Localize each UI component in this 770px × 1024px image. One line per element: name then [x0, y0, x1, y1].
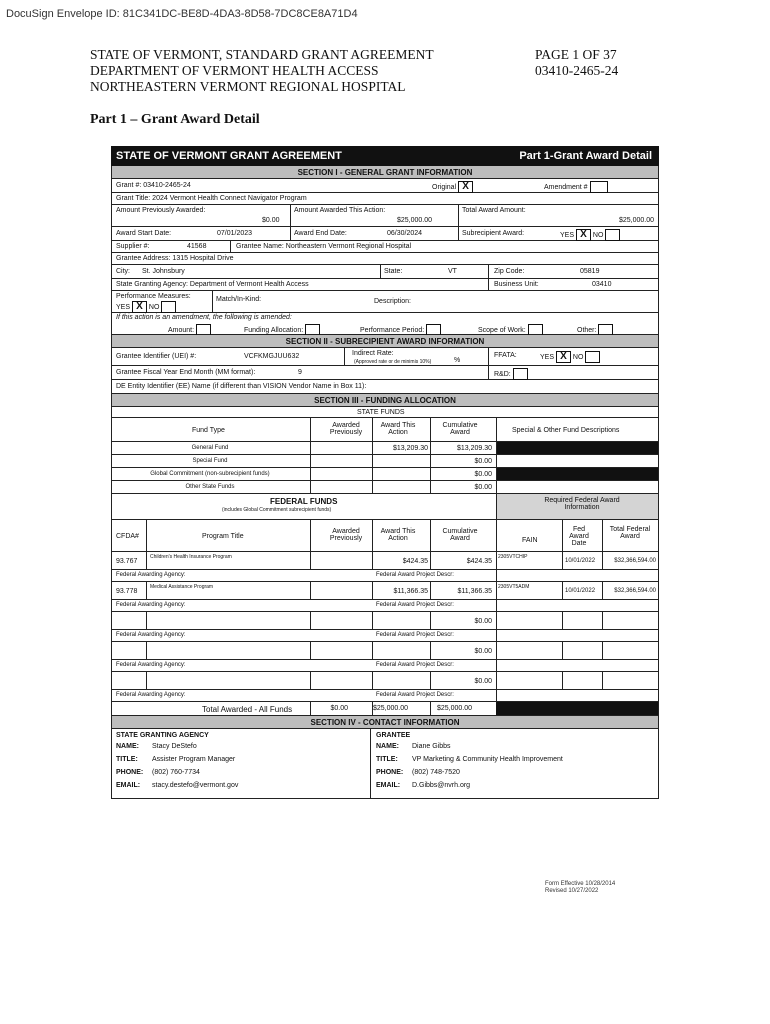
col-cum: Cumulative Award [442, 422, 478, 436]
amt-this-value: $25,000.00 [397, 217, 433, 224]
col-fed-date: Fed Award Date [569, 526, 589, 547]
federal-funds-label: FEDERAL FUNDS [270, 497, 338, 506]
fed-date: 10/01/2022 [565, 558, 596, 564]
fy-value: 9 [298, 369, 302, 376]
contact-value: Diane Gibbs [412, 743, 451, 750]
fund-type: Special Fund [192, 458, 228, 464]
federal-agency-label: Federal Awarding Agency: [116, 662, 186, 668]
fed-col-prev: Awarded Previously [329, 528, 363, 542]
amt-prev-label: Amount Previously Awarded: [116, 207, 206, 214]
col-fain: FAIN [522, 537, 538, 544]
federal-header [111, 494, 659, 520]
amt-this-label: Amount Awarded This Action: [294, 207, 386, 214]
zip-value: 05819 [580, 268, 600, 275]
state-funds-label: STATE FUNDS [357, 409, 405, 416]
dates-row [111, 227, 659, 241]
grant-number-row [111, 179, 659, 193]
entity-row [111, 380, 659, 394]
amendment-box[interactable] [590, 181, 608, 193]
header-line1: STATE OF VERMONT, STANDARD GRANT AGREEMENT [90, 47, 434, 62]
contact-label: PHONE: [116, 769, 144, 776]
contact-value: (802) 748-7520 [412, 769, 460, 776]
col-fund-type: Fund Type [192, 427, 225, 434]
form-subtitle: Part 1-Grant Award Detail [519, 150, 652, 162]
total-label: Total Award Amount: [462, 207, 526, 214]
state-fund-rows [111, 442, 659, 494]
fed-cum: $0.00 [474, 618, 492, 625]
state-label: State: [384, 268, 403, 275]
contact-label: NAME: [376, 743, 399, 750]
fain: 2305VT5ADM [498, 584, 530, 590]
contact-left-title: STATE GRANTING AGENCY [116, 732, 209, 739]
address-row [111, 253, 659, 265]
total-all-row [111, 702, 659, 716]
amendment-label: Amendment # [544, 183, 588, 191]
grant-title-row [111, 193, 659, 205]
zip-label: Zip Code: [494, 268, 525, 275]
amounts-row [111, 205, 659, 227]
ffata-no-checkbox[interactable] [585, 351, 600, 363]
contact-label: EMAIL: [116, 782, 141, 789]
original-checkbox[interactable]: X [458, 181, 473, 193]
start-label: Award Start Date: [116, 230, 172, 237]
rd-checkbox[interactable] [513, 368, 528, 380]
uei-row [111, 348, 659, 366]
indirect-note: (Approved rate or de minimis 10%) [354, 359, 432, 365]
am-amount-label: Amount: [168, 326, 195, 334]
grantee-address: Grantee Address: 1315 Hospital Drive [116, 255, 234, 262]
federal-desc-label: Federal Award Project Descr: [376, 692, 454, 698]
federal-agency-row [111, 630, 659, 642]
grant-no-label: Grant #: [116, 182, 142, 189]
footer-line2: Revised 10/27/2022 [545, 888, 599, 894]
federal-fund-row [111, 552, 659, 570]
ffata-label: FFATA: [494, 352, 517, 359]
grant-form [111, 146, 659, 799]
required-federal-info: Required Federal Award Information [544, 497, 620, 511]
federal-agency-row [111, 690, 659, 702]
contact-block [111, 729, 659, 799]
state-col-headers [111, 418, 659, 442]
contact-value: Assister Program Manager [152, 756, 236, 763]
header-line3: NORTHEASTERN VERMONT REGIONAL HOSPITAL [90, 79, 406, 94]
state-fund-row [111, 481, 659, 494]
perf-label: Performance Measures: [116, 293, 191, 300]
supplier-value: 41568 [187, 243, 207, 250]
state-funds-heading [111, 407, 659, 418]
sub-yes-checkbox[interactable]: X [576, 229, 591, 241]
fed-col-cum: Cumulative Award [442, 528, 478, 542]
entity-line: DE Entity Identifier (EE) Name (if different than VISION Vendor Name in Box 11): [116, 383, 367, 390]
contact-label: PHONE: [376, 769, 404, 776]
part-title: Part 1 – Grant Award Detail [90, 112, 260, 127]
agency-row [111, 279, 659, 291]
fed-total: $32,366,594.00 [614, 588, 656, 594]
city-row [111, 265, 659, 279]
federal-agency-row [111, 600, 659, 612]
cfda: 93.767 [116, 558, 138, 565]
am-other-label: Other: [577, 326, 597, 334]
federal-fund-row [111, 612, 659, 630]
federal-agency-row [111, 570, 659, 582]
contact-value: stacy.destefo@vermont.gov [152, 782, 239, 789]
program-title: Children's Health Insurance Program [150, 554, 232, 560]
col-this: Award This Action [380, 422, 416, 436]
federal-desc-label: Federal Award Project Descr: [376, 632, 454, 638]
cfda: 93.778 [116, 588, 138, 595]
fiscal-row [111, 366, 659, 380]
section-1-header: SECTION I - GENERAL GRANT INFORMATION [111, 166, 659, 179]
federal-desc-label: Federal Award Project Descr: [376, 662, 454, 668]
fund-cum: $0.00 [474, 458, 492, 465]
contact-label: EMAIL: [376, 782, 401, 789]
fed-cum: $11,366.35 [457, 588, 492, 595]
state-fund-row [111, 468, 659, 481]
col-special: Special & Other Fund Descriptions [512, 427, 620, 434]
federal-note: (includes Global Commitment subrecipient funds) [222, 507, 332, 513]
indirect-label: Indirect Rate: [352, 350, 394, 357]
footer-line1: Form Effective 10/28/2014 [545, 881, 616, 887]
contact-value: (802) 760-7734 [152, 769, 200, 776]
total-value: $25,000.00 [618, 217, 654, 224]
fed-cum: $0.00 [474, 648, 492, 655]
program-title: Medical Assistance Program [150, 584, 214, 590]
document-header [90, 47, 434, 95]
grantee-name: Grantee Name: Northeastern Vermont Regional Hospital [236, 243, 412, 250]
federal-fund-rows [111, 552, 659, 702]
contact-label: TITLE: [376, 756, 398, 763]
fed-cum: $424.35 [466, 558, 492, 565]
amendment-line: If this action is an amendment, the following is amended: [116, 314, 292, 321]
total-all-label: Total Awarded - All Funds [202, 705, 293, 714]
city-value: St. Johnsbury [142, 268, 185, 275]
total-all-cum: $25,000.00 [436, 705, 472, 712]
envelope-id: DocuSign Envelope ID: 81C341DC-BE8D-4DA3-8D58-7DC8CE8A71D4 [6, 8, 358, 20]
am-period-label: Performance Period: [360, 326, 425, 334]
perf-no-label: NO [148, 303, 160, 311]
page-number: PAGE 1 OF 37 [535, 47, 617, 62]
amt-prev-value: $0.00 [262, 217, 280, 224]
grant-title: Grant Title: 2024 Vermont Health Connect Navigator Program [116, 195, 307, 202]
header-line2: DEPARTMENT OF VERMONT HEALTH ACCESS [90, 63, 379, 78]
federal-desc-label: Federal Award Project Descr: [376, 602, 454, 608]
no-label: NO [592, 231, 604, 239]
end-value: 06/30/2024 [387, 230, 423, 237]
contact-value: Stacy DeStefo [152, 743, 197, 750]
city-label: City: [116, 268, 130, 275]
sub-label: Subrecipient Award: [462, 230, 525, 237]
match-label: Match/In-Kind: [216, 296, 262, 303]
ffata-yes-checkbox[interactable]: X [556, 351, 571, 363]
bu-value: 03410 [592, 281, 612, 288]
federal-desc-label: Federal Award Project Descr: [376, 572, 454, 578]
supplier-label: Supplier #: [116, 243, 150, 250]
fund-type: General Fund [191, 445, 229, 451]
col-program: Program Title [202, 533, 244, 540]
federal-agency-row [111, 660, 659, 672]
supplier-row [111, 241, 659, 253]
fed-date: 10/01/2022 [565, 588, 596, 594]
ffata-yes-label: YES [540, 353, 555, 361]
state-fund-row [111, 455, 659, 468]
state-fund-row [111, 442, 659, 455]
page-info [535, 47, 618, 79]
col-cfda: CFDA# [116, 533, 139, 540]
fund-cum: $0.00 [474, 484, 492, 491]
am-scope-label: Scope of Work: [478, 326, 526, 334]
ffata-no-label: NO [572, 353, 584, 361]
perf-yes-checkbox[interactable]: X [132, 301, 147, 313]
perf-no-checkbox[interactable] [161, 301, 176, 313]
fed-this: $11,366.35 [393, 588, 428, 595]
fund-type: Other State Funds [185, 484, 235, 490]
section-2-header: SECTION II - SUBRECIPIENT AWARD INFORMATION [111, 335, 659, 348]
yes-label: YES [560, 231, 575, 239]
contact-value: VP Marketing & Community Health Improvement [412, 756, 563, 763]
grant-number: 03410-2465-24 [535, 63, 619, 78]
fund-this: $13,209.30 [392, 445, 428, 452]
original-label: Original [432, 183, 457, 191]
start-value: 07/01/2023 [217, 230, 253, 237]
uei-label: Grantee Identifier (UEI) #: [116, 353, 197, 360]
col-prev: Awarded Previously [329, 422, 363, 436]
state-value: VT [448, 268, 457, 275]
fed-cum: $0.00 [474, 678, 492, 685]
fed-col-this: Award This Action [380, 528, 416, 542]
perf-yes-label: YES [116, 303, 131, 311]
bu-label: Business Unit: [494, 281, 539, 288]
total-all-this: $25,000.00 [372, 705, 408, 712]
form-footer [545, 881, 615, 895]
federal-agency-label: Federal Awarding Agency: [116, 602, 186, 608]
fund-type: Global Commitment (non-subrecipient funds) [150, 471, 270, 477]
fy-label: Grantee Fiscal Year End Month (MM format): [116, 369, 256, 376]
fund-cum: $0.00 [474, 471, 492, 478]
contact-label: TITLE: [116, 756, 138, 763]
federal-agency-label: Federal Awarding Agency: [116, 632, 186, 638]
indirect-value: % [454, 357, 461, 364]
fed-total: $32,366,594.00 [614, 558, 656, 564]
description-label: Description: [374, 298, 411, 305]
form-title: STATE OF VERMONT GRANT AGREEMENT [116, 150, 342, 162]
total-all-prev: $0.00 [330, 705, 348, 712]
federal-fund-row [111, 672, 659, 690]
amendment-row [111, 313, 659, 335]
federal-agency-label: Federal Awarding Agency: [116, 692, 186, 698]
form-title-bar [111, 146, 659, 166]
contact-label: NAME: [116, 743, 139, 750]
federal-agency-label: Federal Awarding Agency: [116, 572, 186, 578]
fund-cum: $13,209.30 [456, 445, 492, 452]
federal-fund-row [111, 642, 659, 660]
contact-right-title: GRANTEE [376, 732, 411, 739]
uei-value: VCFKMGJUU632 [244, 353, 300, 360]
fed-this: $424.35 [402, 558, 428, 565]
am-funding-label: Funding Allocation: [244, 326, 304, 334]
grant-no-value: 03410-2465-24 [143, 182, 191, 189]
section-4-header: SECTION IV - CONTACT INFORMATION [111, 716, 659, 729]
contact-value: D.Gibbs@nvrh.org [412, 782, 471, 789]
col-total-fed: Total Federal Award [609, 526, 651, 540]
section-3-header: SECTION III - FUNDING ALLOCATION [111, 394, 659, 407]
performance-row [111, 291, 659, 313]
rd-label: R&D: [494, 370, 511, 378]
federal-fund-row [111, 582, 659, 600]
sub-no-checkbox[interactable] [605, 229, 620, 241]
federal-col-headers [111, 520, 659, 552]
end-label: Award End Date: [294, 230, 347, 237]
granting-agency: State Granting Agency: Department of Vermont Health Access [116, 281, 309, 288]
fain: 2305VTCHIP [498, 554, 528, 560]
